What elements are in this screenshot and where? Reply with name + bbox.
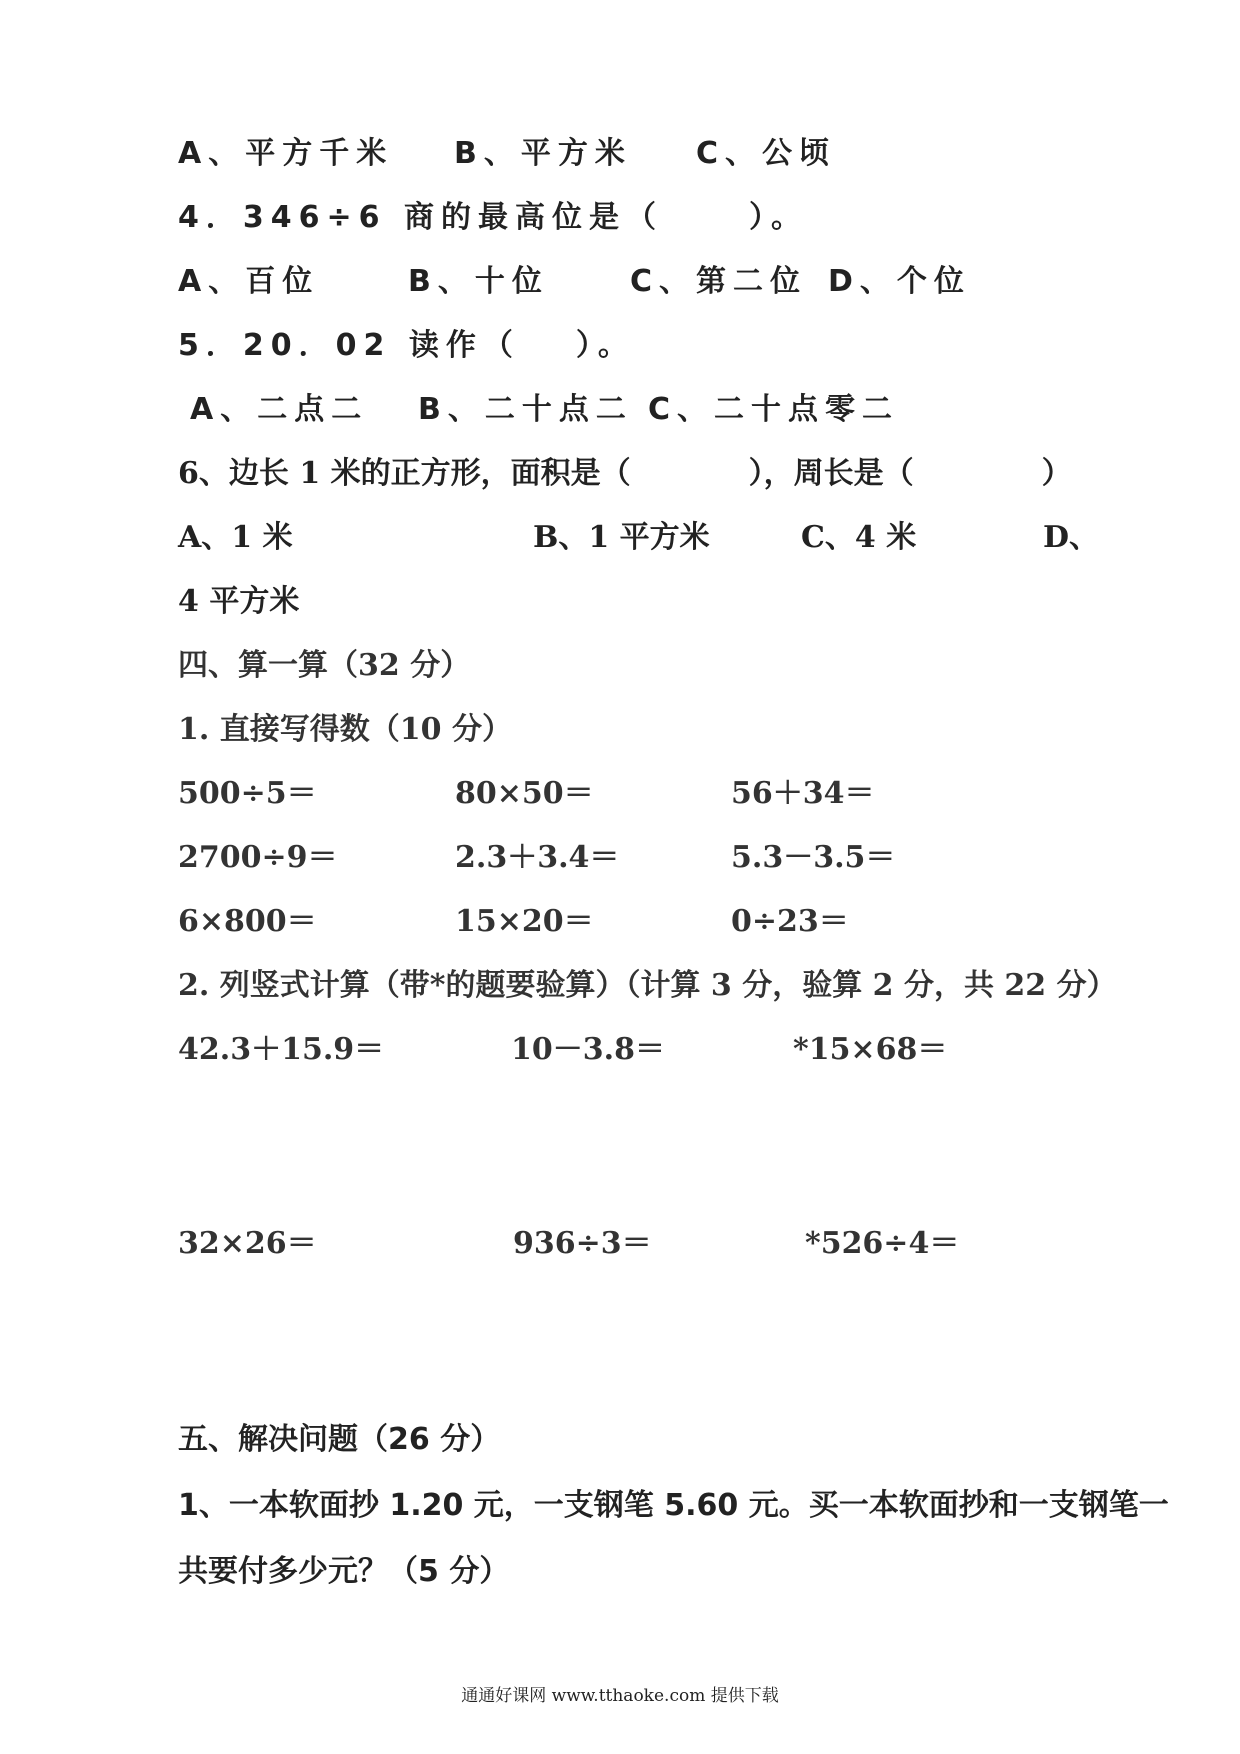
q5-stem — [178, 326, 635, 366]
q4-option-b: B、十位 — [408, 264, 549, 299]
calc-item: 0÷23＝ — [731, 904, 849, 939]
q4-stem — [178, 198, 808, 238]
q6-option-b: B、1 平方米 — [533, 520, 710, 555]
q6-stem — [178, 454, 1072, 494]
calc-item: 500÷5＝ — [178, 776, 317, 811]
q4-stem-text: 4．346÷6 商的最高位是（ — [178, 200, 663, 235]
vertical-calc-item: *526÷4＝ — [805, 1226, 960, 1261]
q6-stem-b: ），周长是（ — [748, 456, 914, 491]
q4-option-d: D、个位 — [828, 264, 971, 299]
q5-option-a: A、二点二 — [190, 392, 369, 427]
calc-item: 6×800＝ — [178, 904, 317, 939]
q5-stem-end: ）。 — [575, 328, 635, 363]
page-footer: 通通好课网 www.tthaoke.com 提供下载 — [461, 1686, 779, 1706]
section5-q1-line1: 1、一本软面抄 1.20 元，一支钢笔 5.60 元。买一本软面抄和一支钢笔一 — [178, 1488, 1169, 1523]
section4-title: 四、算一算（32 分） — [178, 648, 471, 683]
q6-stem-c: ） — [1041, 456, 1072, 491]
section4-part1-title: 1. 直接写得数（10 分） — [178, 712, 512, 747]
q4-stem-end: ）。 — [748, 200, 808, 235]
calc-item: 15×20＝ — [455, 904, 594, 939]
q4-option-a: A、百位 — [178, 264, 320, 299]
q6-stem-a: 6、边长 1 米的正方形，面积是（ — [178, 456, 631, 491]
calc-item: 56＋34＝ — [731, 776, 875, 811]
section5-q1-line2: 共要付多少元？（5 分） — [178, 1554, 510, 1589]
calc-item: 2700÷9＝ — [178, 840, 338, 875]
calc-item: 2.3＋3.4＝ — [455, 840, 620, 875]
vertical-calc-item: 10－3.8＝ — [511, 1032, 665, 1067]
calc-item: 80×50＝ — [455, 776, 594, 811]
q6-option-c: C、4 米 — [801, 520, 917, 555]
q4-option-c: C、第二位 — [630, 264, 808, 299]
section4-part2-title: 2. 列竖式计算（带*的题要验算）（计算 3 分，验算 2 分，共 22 分） — [178, 968, 1117, 1003]
q3-option-c: C、公顷 — [696, 136, 837, 171]
q3-option-a: A、平方千米 — [178, 136, 394, 171]
q6-option-a: A、1 米 — [178, 520, 293, 555]
section5-title: 五、解决问题（26 分） — [178, 1422, 501, 1457]
q3-option-b: B、平方米 — [454, 136, 632, 171]
vertical-calc-item: 936÷3＝ — [513, 1226, 652, 1261]
q6-option-d: D、 — [1043, 520, 1100, 555]
q5-option-b: B、二十点二 — [418, 392, 633, 427]
q5-option-c: C、二十点零二 — [648, 392, 900, 427]
vertical-calc-item: 32×26＝ — [178, 1226, 317, 1261]
calc-item: 5.3－3.5＝ — [731, 840, 896, 875]
q6-option-d-cont: 4 平方米 — [178, 584, 300, 619]
q5-stem-text: 5．20．02 读作（ — [178, 328, 520, 363]
vertical-calc-item: 42.3＋15.9＝ — [178, 1032, 385, 1067]
vertical-calc-item: *15×68＝ — [793, 1032, 948, 1067]
